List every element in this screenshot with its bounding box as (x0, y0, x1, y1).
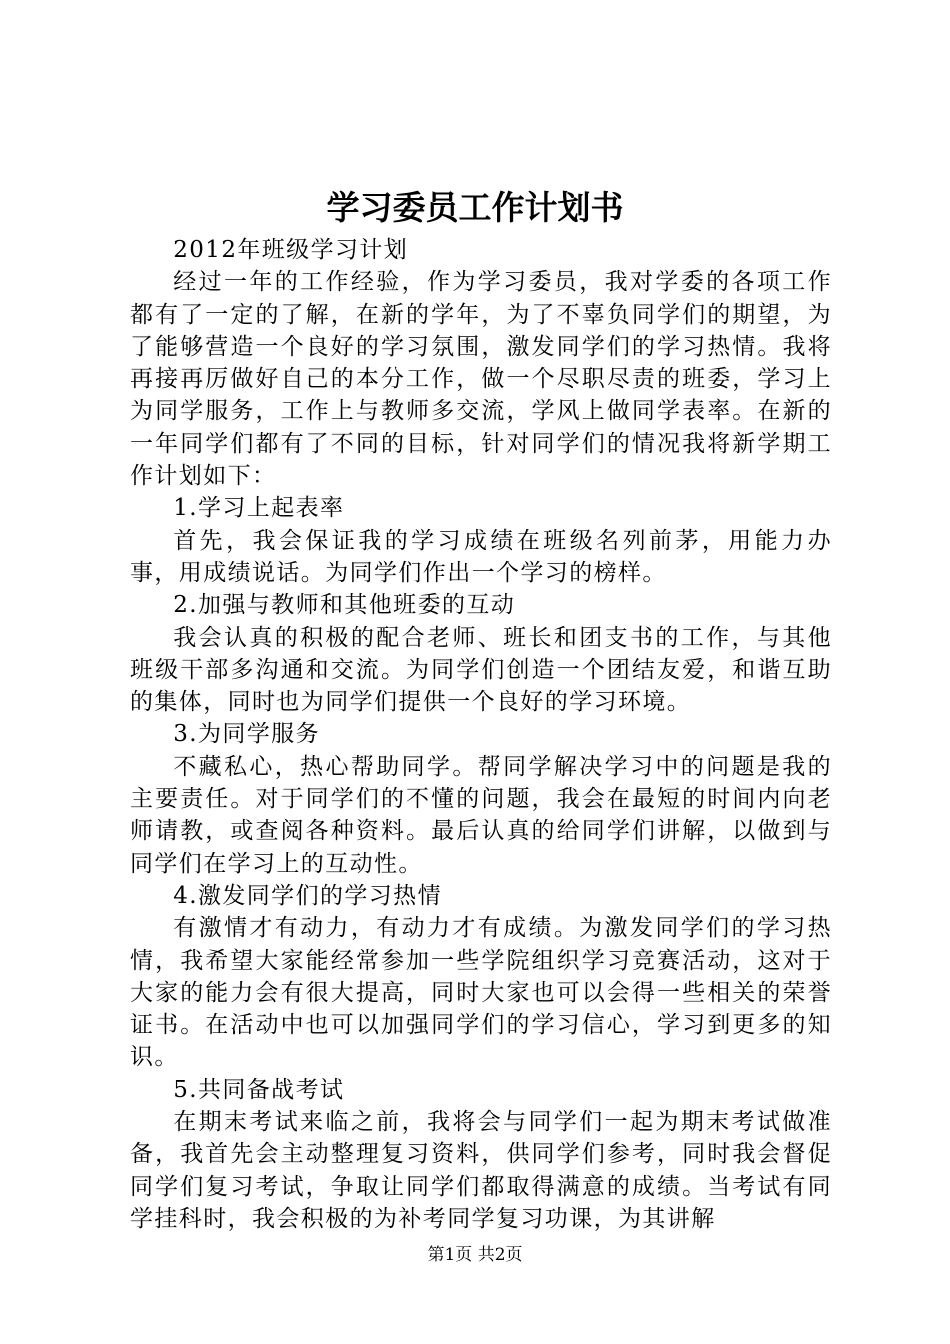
section-paragraph-5: 在期末考试来临之前，我将会与同学们一起为期末考试做准备，我首先会主动整理复习资料，供同学们参考，同时我会督促同学们复习考试，争取让同学们都取得满意的成绩。当考试有同学挂科时，我会积极的为补考同学复习功课，为其讲解 (130, 1109, 832, 1232)
section-paragraph-4: 有激情才有动力，有动力才有成绩。为激发同学们的学习热情，我希望大家能经常参加一些学院组织学习竞赛活动，这对于大家的能力会有很大提高，同时大家也可以会得一些相关的荣誉证书。在活动中也可以加强同学们的学习信心，学习到更多的知识。 (130, 915, 832, 1071)
section-heading-2: 2.加强与教师和其他班委的互动 (173, 592, 516, 619)
document-title: 学习委员工作计划书 (326, 188, 624, 227)
section-paragraph-2: 我会认真的积极的配合老师、班长和团支书的工作，与其他班级干部多沟通和交流。为同学们创造一个团结友爱，和谐互助的集体，同时也为同学们提供一个良好的学习环境。 (130, 624, 832, 716)
page-footer: 第1页 共2页 (427, 1245, 523, 1265)
section-heading-1: 1.学习上起表率 (173, 495, 345, 522)
section-paragraph-1: 首先，我会保证我的学习成绩在班级名列前茅，用能力办事，用成绩说话。为同学们作出一个学习的榜样。 (130, 527, 832, 586)
section-heading-3: 3.为同学服务 (173, 721, 320, 748)
section-heading-4: 4.激发同学们的学习热情 (173, 882, 442, 909)
section-heading-5: 5.共同备战考试 (173, 1076, 345, 1103)
intro-paragraph: 经过一年的工作经验，作为学习委员，我对学委的各项工作都有了一定的了解，在新的学年，为了不辜负同学们的期望，为了能够营造一个良好的学习氛围，激发同学们的学习热情。我将再接再厉做好自己的本分工作，做一个尽职尽责的班委，学习上为同学服务，工作上与教师多交流，学风上做同学表率。在新的一年同学们都有了不同的目标，针对同学们的情况我将新学期工作计划如下： (130, 269, 832, 490)
document-body (130, 234, 832, 1235)
section-heading-plan: 2012年班级学习计划 (173, 237, 409, 263)
section-paragraph-3: 不藏私心，热心帮助同学。帮同学解决学习中的问题是我的主要责任。对于同学们的不懂的问题，我会在最短的时间内向老师请教，或查阅各种资料。最后认真的给同学们讲解，以做到与同学们在学习上的互动性。 (130, 753, 832, 877)
